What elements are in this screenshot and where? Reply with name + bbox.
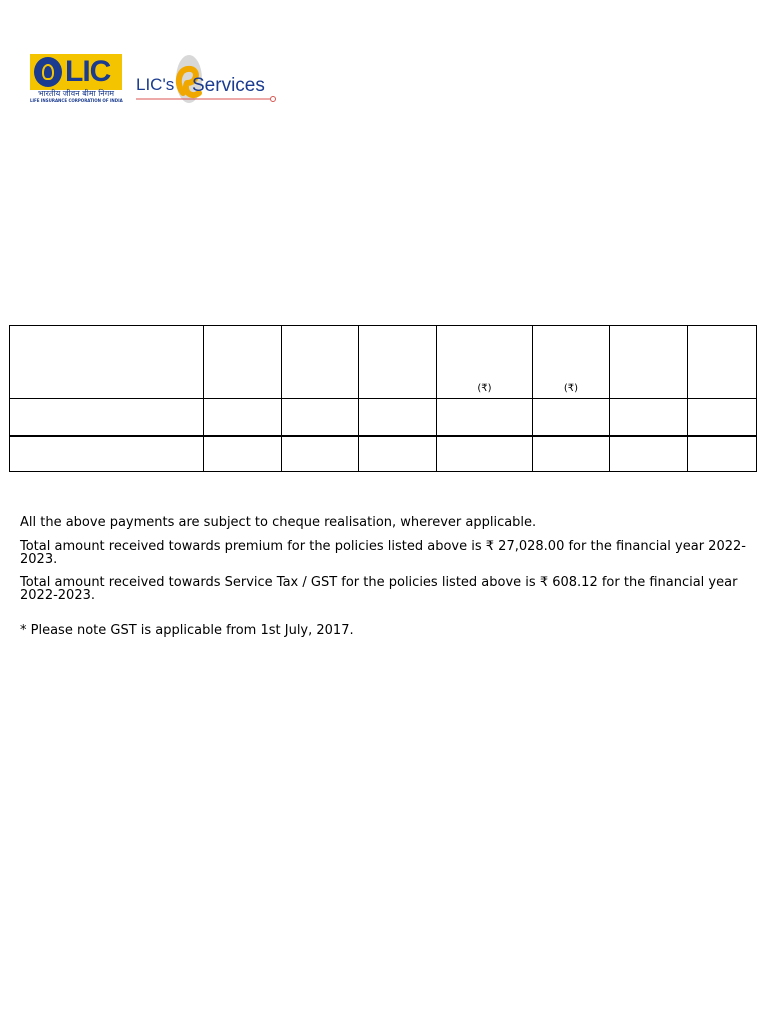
- table-cell: [282, 436, 359, 472]
- gst-applicable-note: * Please note GST is applicable from 1st July, 2017.: [20, 623, 354, 638]
- lic-hindi-name: भारतीय जीवन बीमा निगम: [37, 89, 115, 98]
- table-header-row: [10, 326, 757, 399]
- lic-logo-box: [30, 54, 122, 90]
- eservices-logo: [136, 50, 278, 108]
- policy-table: [9, 325, 757, 472]
- eservices-word: Services: [192, 75, 265, 96]
- table-cell: [610, 436, 688, 472]
- table-cell: [610, 399, 688, 437]
- table-cell: [437, 436, 533, 472]
- table-row: [10, 399, 757, 437]
- table-cell: [688, 436, 757, 472]
- table-cell: [359, 399, 437, 437]
- table-cell: [437, 399, 533, 437]
- header-cell-rupee: (₹): [533, 326, 610, 399]
- table-cell: [688, 399, 757, 437]
- table-cell: [359, 436, 437, 472]
- eservices-underline-icon: [136, 95, 278, 103]
- lic-emblem-icon: [34, 57, 62, 87]
- table-cell: [533, 399, 610, 437]
- header-cell: [204, 326, 282, 399]
- table-row: [10, 436, 757, 472]
- table-cell: [533, 436, 610, 472]
- header-cell: [10, 326, 204, 399]
- table-cell: [204, 399, 282, 437]
- lic-logo-text: LIC: [65, 55, 111, 88]
- eservices-prefix: LIC's: [136, 75, 175, 94]
- header-cell: [688, 326, 757, 399]
- header-cell: [359, 326, 437, 399]
- table-cell: [282, 399, 359, 437]
- premium-total-note: Total amount received towards premium for the policies listed above is ₹ 27,028.00 for the financial year 2022-2023.: [20, 539, 746, 567]
- lic-logo: [30, 54, 122, 104]
- table-cell: [10, 399, 204, 437]
- table-cell: [204, 436, 282, 472]
- header-cell-rupee: (₹): [437, 326, 533, 399]
- cheque-realisation-note: All the above payments are subject to cheque realisation, wherever applicable.: [20, 515, 537, 530]
- gst-total-note: Total amount received towards Service Tax / GST for the policies listed above is ₹ 608.12 for the financial year 2022-2023.: [20, 575, 738, 603]
- lic-english-name: LIFE INSURANCE CORPORATION OF INDIA: [30, 98, 123, 103]
- header-cell: [282, 326, 359, 399]
- table-cell: [10, 436, 204, 472]
- header-cell: [610, 326, 688, 399]
